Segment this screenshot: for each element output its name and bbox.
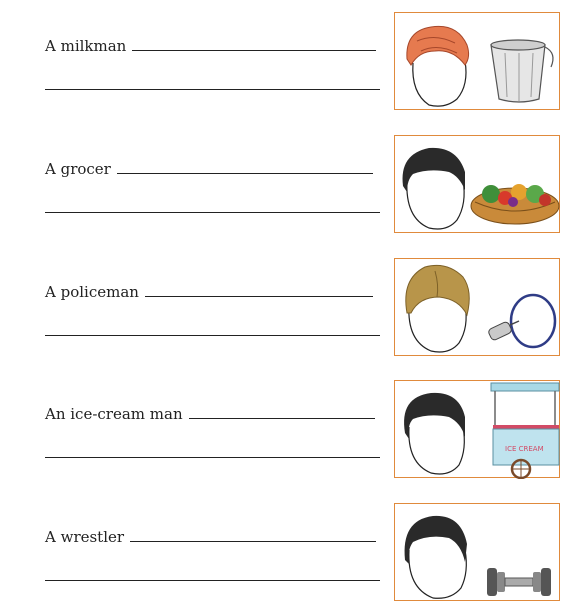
worksheet-row-ice-cream-man [0,380,572,490]
prompt-line [45,159,373,178]
answer-blank[interactable] [189,404,375,419]
prompt-label: A policeman [45,283,139,301]
prompt-label: A milkman [45,37,127,55]
answer-blank[interactable] [132,36,376,51]
whistle-icon [487,295,555,347]
prompt-label: An ice-cream man [45,405,183,423]
milk-bucket-icon [491,40,553,102]
worksheet-row-milkman [0,12,572,122]
answer-blank[interactable] [130,527,376,542]
dumbbell-icon [487,568,551,596]
answer-line[interactable] [45,212,380,213]
face-outline-icon [409,550,466,598]
illustration-frame [394,503,560,601]
prompt-line [45,527,376,546]
answer-line[interactable] [45,580,380,581]
worksheet-row-wrestler [0,503,572,613]
answer-line[interactable] [45,89,380,90]
illustration-frame [394,135,560,233]
illustration-frame [394,12,560,110]
face-outline-icon [409,427,464,474]
illustration-frame [394,258,560,356]
face-outline-icon [409,305,466,352]
prompt-label: A wrestler [45,528,125,546]
face-outline-icon [413,61,466,106]
answer-line[interactable] [45,457,380,458]
worksheet-row-grocer [0,135,572,245]
turban-icon [407,26,469,65]
answer-line[interactable] [45,335,380,336]
ice-cream-cart-icon [491,383,559,478]
answer-blank[interactable] [117,159,373,174]
face-outline-icon [407,180,464,229]
worksheet-row-policeman [0,258,572,368]
prompt-line [45,36,376,55]
cart-sign-text: ICE CREAM [505,445,544,453]
prompt-label: A grocer [45,160,111,178]
illustration-frame [394,380,560,478]
vegetable-basket-icon [471,184,559,224]
answer-blank[interactable] [145,282,373,297]
prompt-line [45,282,373,301]
prompt-line [45,404,375,423]
